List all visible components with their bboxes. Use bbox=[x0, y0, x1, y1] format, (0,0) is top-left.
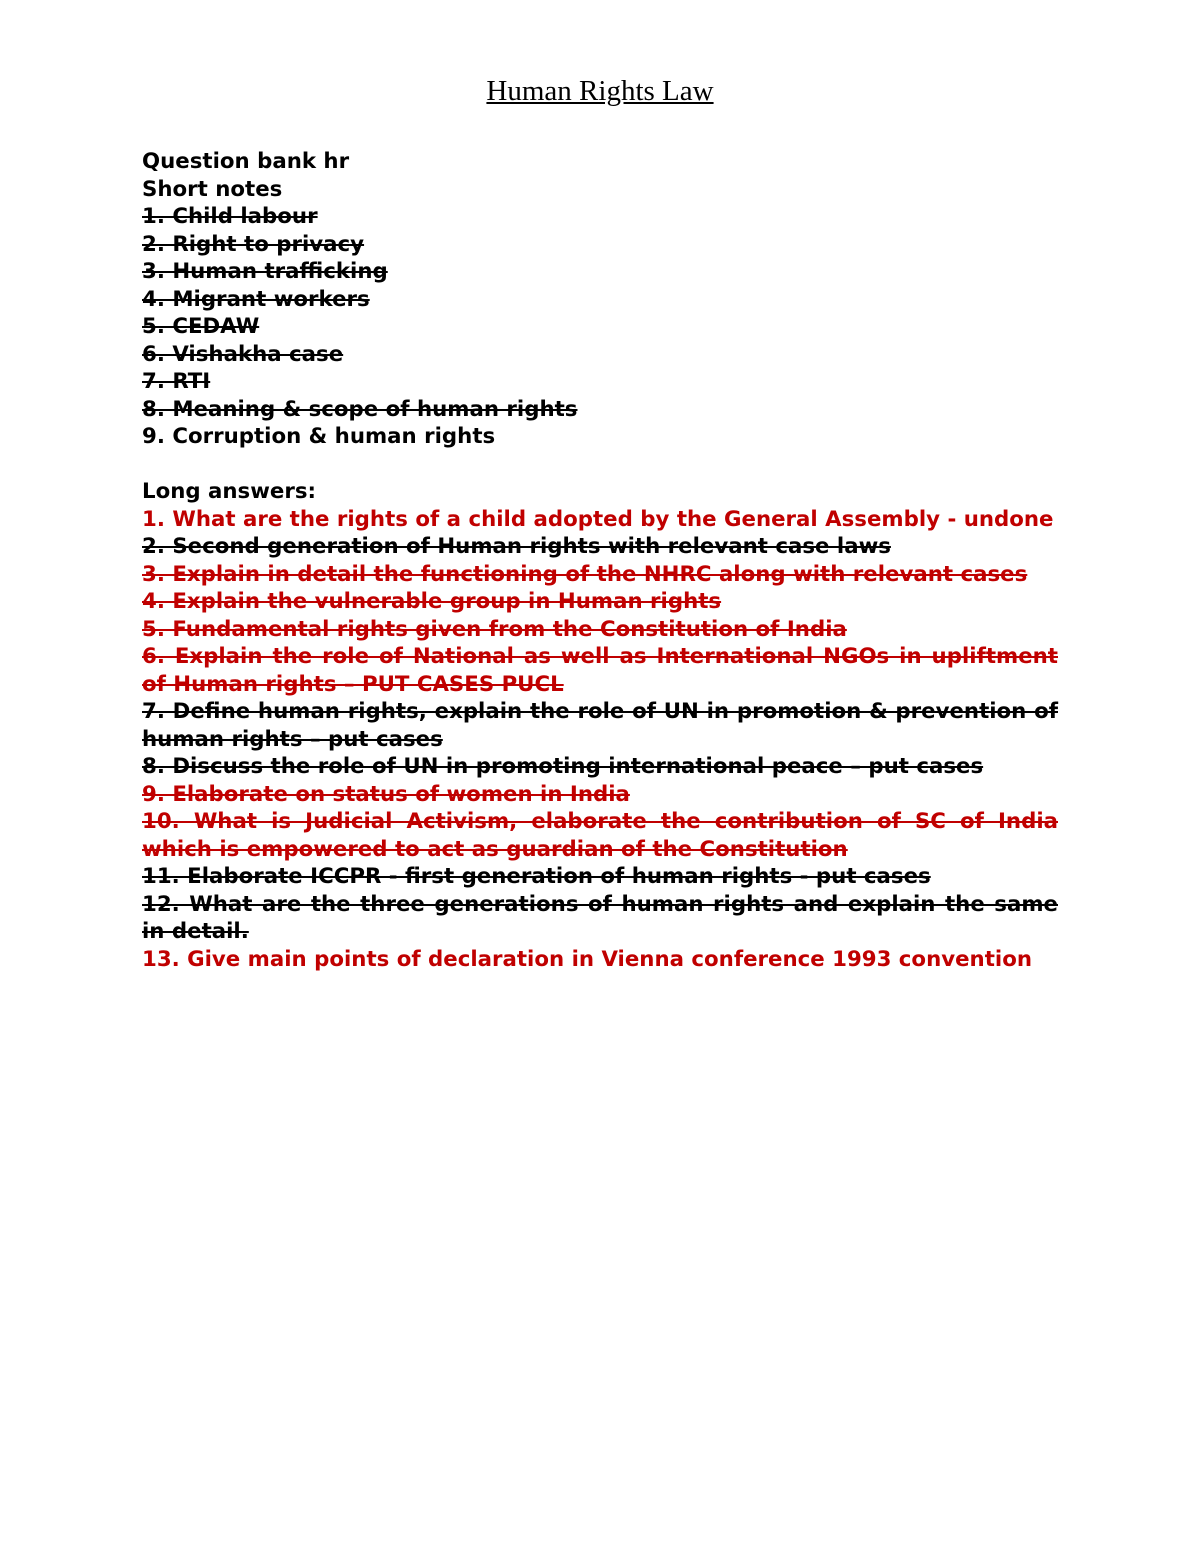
long-answer-item: 7. Define human rights, explain the role of UN in promotion & prevention of human rights – put cases bbox=[142, 699, 1058, 752]
question-bank-heading: Question bank hr bbox=[142, 149, 350, 174]
long-answer-item: 3. Explain in detail the functioning of the NHRC along with relevant cases bbox=[142, 561, 1028, 587]
long-answer-item: 8. Discuss the role of UN in promoting international peace – put cases bbox=[142, 754, 984, 779]
document-title: Human Rights Law bbox=[486, 75, 714, 107]
long-answer-item: 5. Fundamental rights given from the Constitution of India bbox=[142, 616, 847, 642]
short-note-item: 7. RTI bbox=[142, 369, 211, 394]
short-notes-heading: Short notes bbox=[142, 176, 283, 202]
short-note-item: 2. Right to privacy bbox=[142, 231, 365, 257]
long-answer-item: 6. Explain the role of National as well as International NGOs in upliftment of Human rights – PUT CASES PUCL bbox=[142, 644, 1058, 697]
short-notes-list bbox=[142, 203, 1058, 451]
short-note-item: 5. CEDAW bbox=[142, 314, 260, 339]
long-answers-heading: Long answers: bbox=[142, 479, 317, 504]
long-answer-item: 11. Elaborate ICCPR - first generation of human rights - put cases bbox=[142, 864, 931, 889]
long-answer-item: 10. What is Judicial Activism, elaborate the contribution of SC of India which is empowered to act as guardian of the Constitution bbox=[142, 809, 1058, 862]
short-note-item: 6. Vishakha case bbox=[142, 341, 344, 367]
long-answer-item: 1. What are the rights of a child adopted by the General Assembly - undone bbox=[142, 506, 1054, 532]
short-note-item: 8. Meaning & scope of human rights bbox=[142, 396, 578, 422]
long-answer-item: 9. Elaborate on status of women in India bbox=[142, 781, 630, 807]
short-note-item: 3. Human trafficking bbox=[142, 259, 388, 284]
long-answers-list bbox=[142, 506, 1058, 974]
long-answer-item: 12. What are the three generations of human rights and explain the same in detail. bbox=[142, 891, 1058, 944]
short-note-item: 1. Child labour bbox=[142, 204, 318, 229]
long-answer-item: 2. Second generation of Human rights with relevant case laws bbox=[142, 534, 891, 559]
short-note-item: 4. Migrant workers bbox=[142, 286, 370, 312]
long-answer-item: 13. Give main points of declaration in Vienna conference 1993 convention bbox=[142, 946, 1032, 972]
short-note-item: 9. Corruption & human rights bbox=[142, 424, 496, 449]
long-answer-item: 4. Explain the vulnerable group in Human rights bbox=[142, 589, 722, 614]
section-spacer bbox=[142, 451, 1058, 479]
document-body bbox=[142, 148, 1058, 973]
